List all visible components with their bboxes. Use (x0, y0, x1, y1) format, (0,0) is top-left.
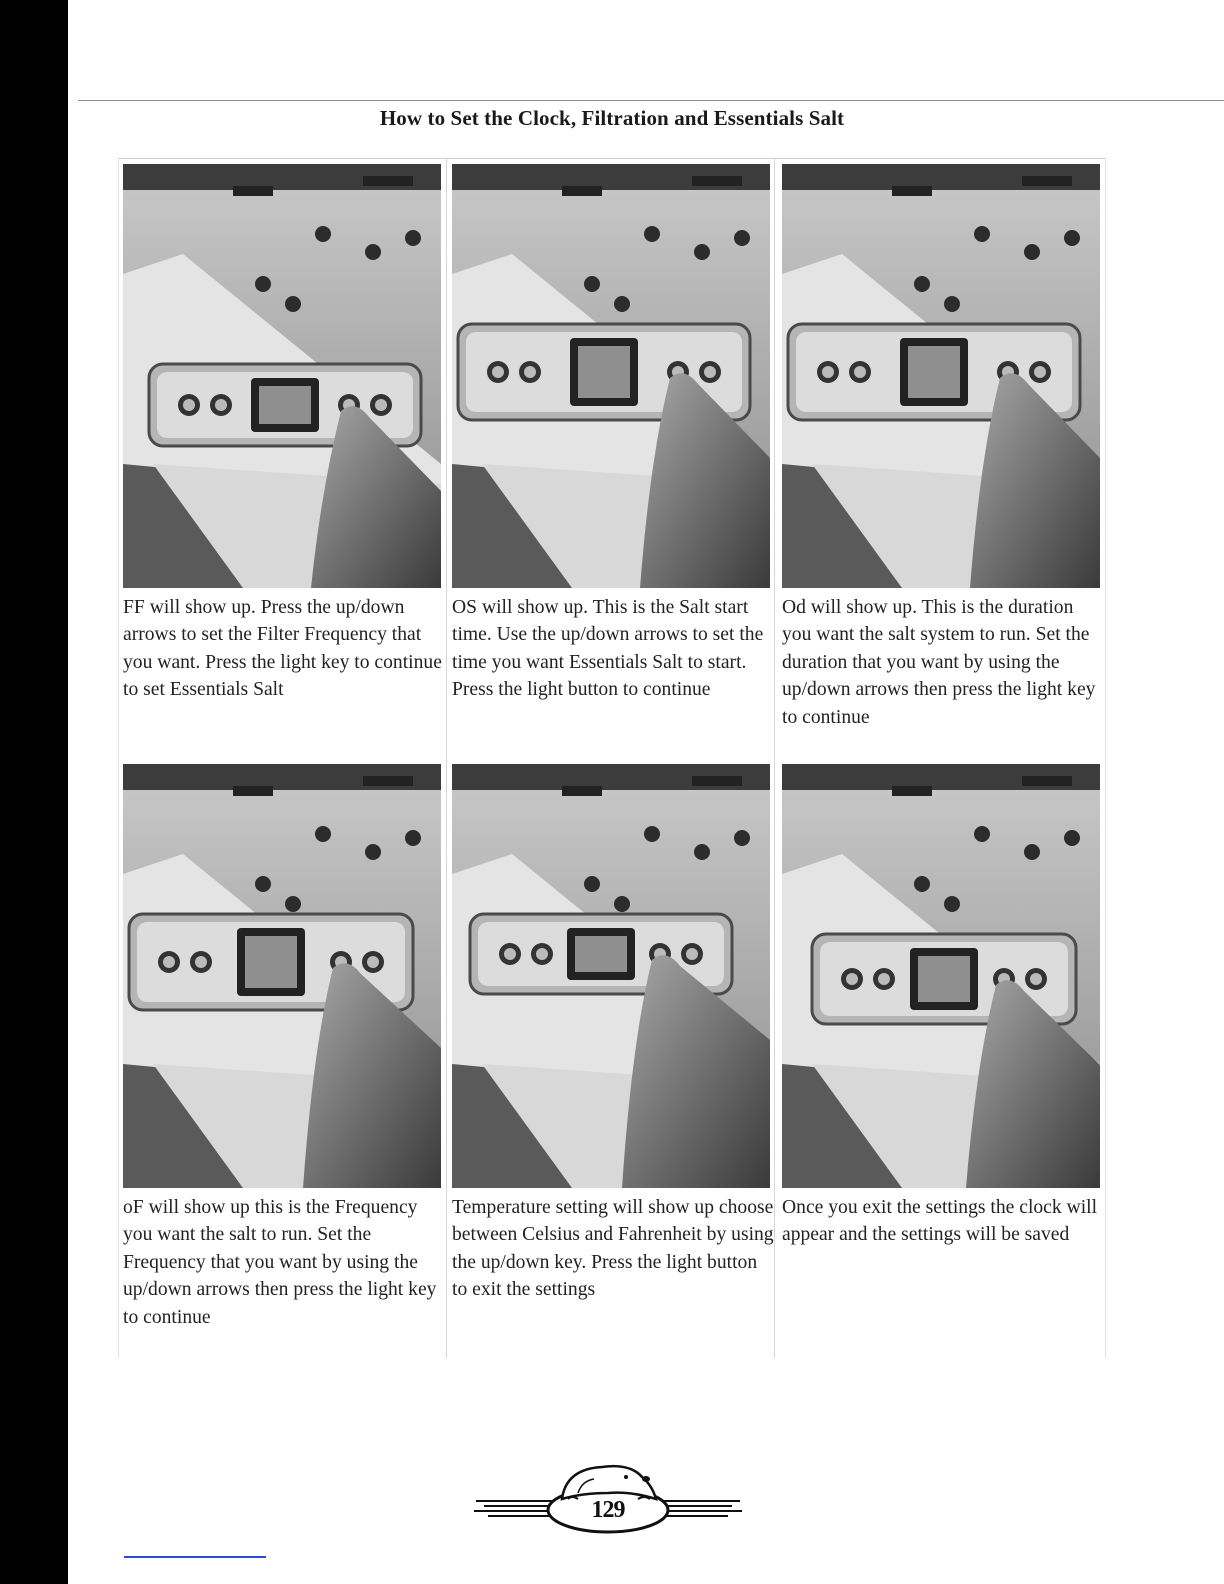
page-edge-bar (0, 0, 68, 1584)
step-caption: oF will show up this is the Frequency you want the salt to run. Set the Frequency that you want by using the up/down arrows then press the light key to continue (123, 1197, 437, 1328)
step-caption: Od will show up. This is the duration you want the salt system to run. Set the duration that you want by using the up/down arrows then press the light key to continue (782, 597, 1096, 728)
page-title: How to Set the Clock, Filtration and Essentials Salt (379, 106, 845, 130)
step-photo-of (123, 764, 441, 1188)
column-divider (774, 158, 775, 1358)
step-photo-temperature (452, 764, 770, 1188)
header-rule (78, 100, 1224, 101)
step-photo-od (782, 164, 1100, 588)
step-caption: FF will show up. Press the up/down arrows to set the Filter Frequency that you want. Press the light key to continue to set Essentials Salt (123, 597, 442, 701)
page-number: 129 (591, 1497, 625, 1523)
step-caption: OS will show up. This is the Salt start time. Use the up/down arrows to set the time you want Essentials Salt to start. Press the light button to continue (452, 597, 764, 701)
step-photo-ff (123, 164, 441, 588)
step-caption: Once you exit the settings the clock will appear and the settings will be saved (782, 1197, 1098, 1246)
column-divider (446, 158, 447, 1358)
step-caption: Temperature setting will show up choose between Celsius and Fahrenheit by using the up/down key. Press the light button to exit the settings (452, 1197, 774, 1301)
link-underline (124, 1556, 266, 1558)
page-footer (470, 1455, 746, 1535)
step-photo-os (452, 164, 770, 588)
steps-table (118, 158, 1106, 1358)
step-photo-clock (782, 764, 1100, 1188)
